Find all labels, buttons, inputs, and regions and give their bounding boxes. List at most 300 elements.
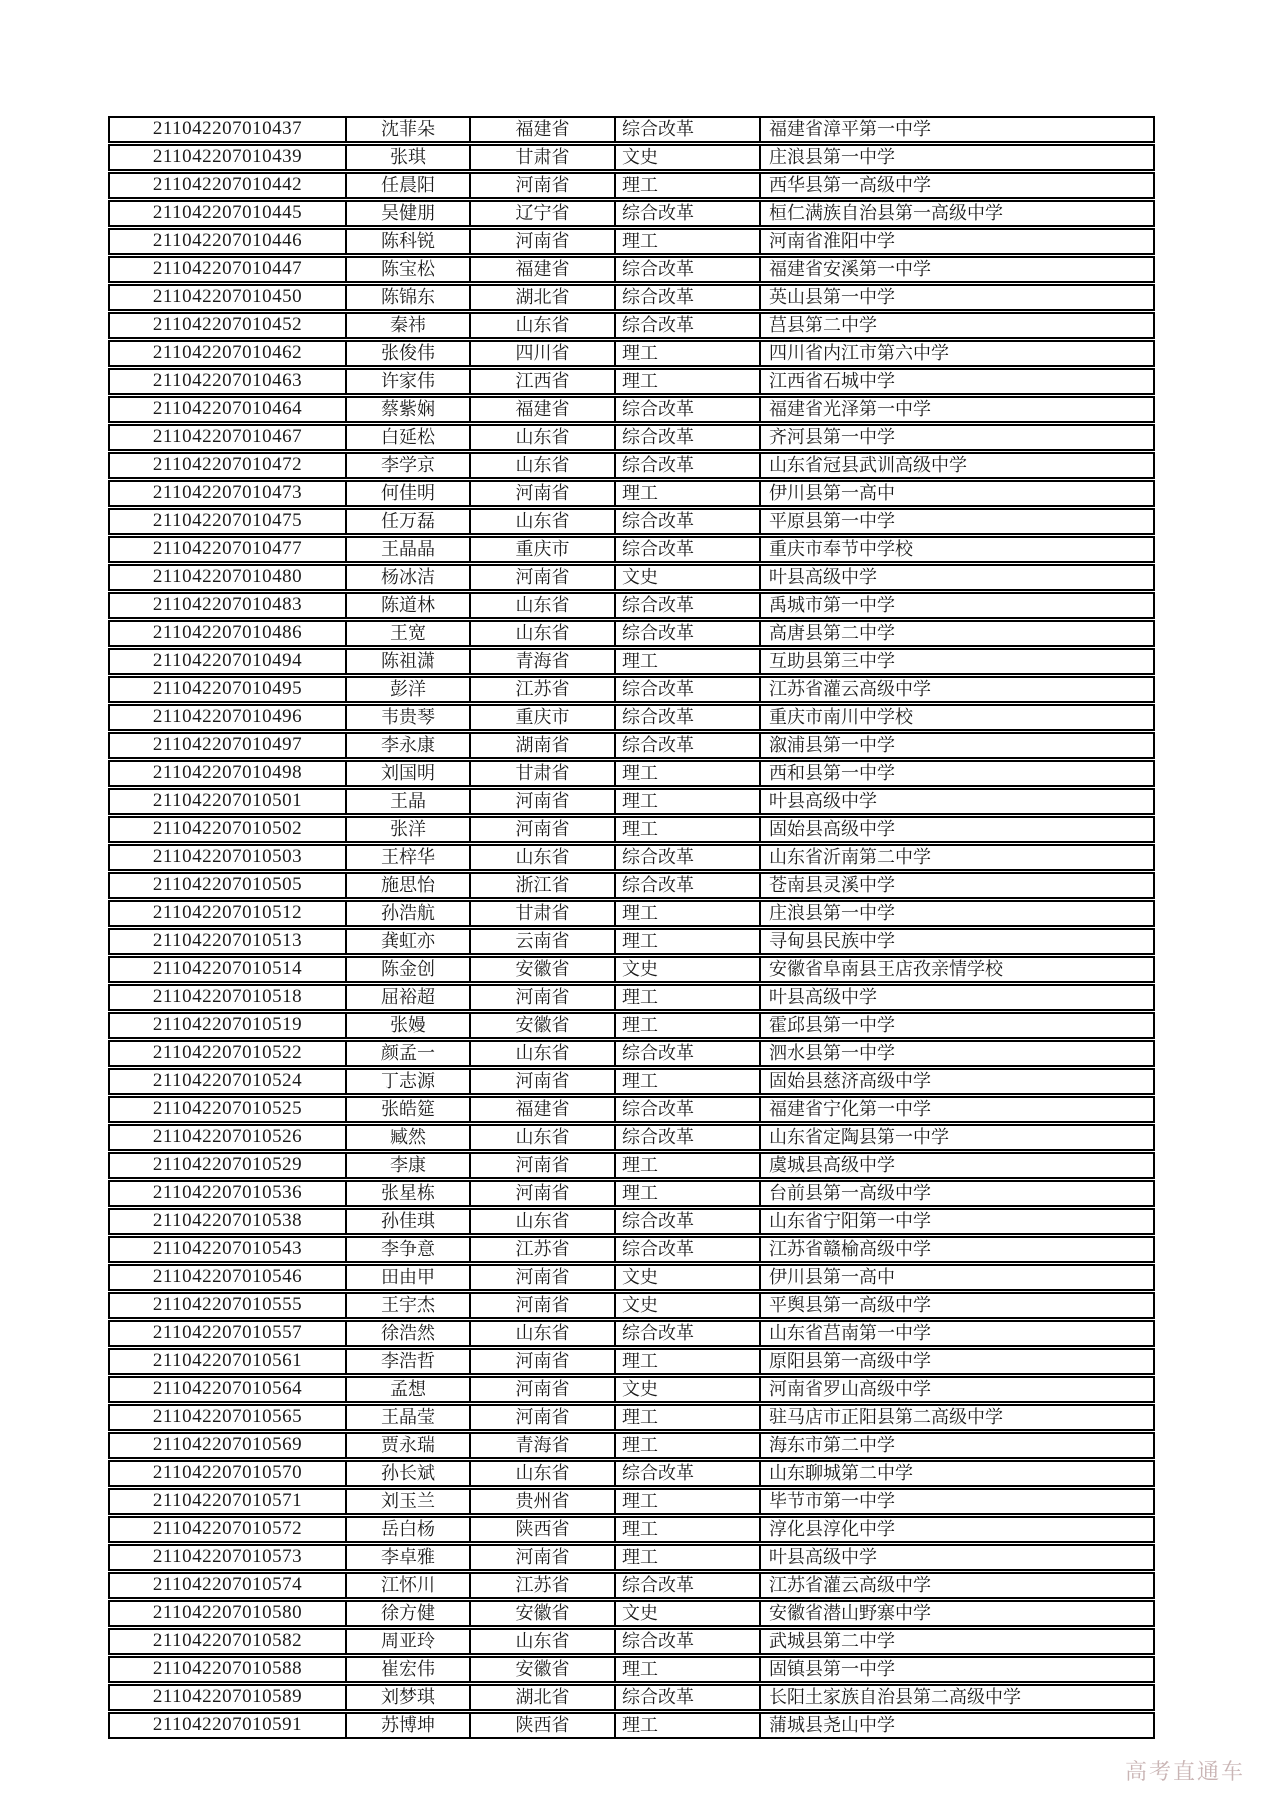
school-cell: 高唐县第二中学 (769, 623, 895, 643)
student-name-cell: 任万磊 (347, 510, 471, 533)
school-cell: 福建省安溪第一中学 (769, 259, 931, 279)
student-name-cell: 吴健朋 (347, 202, 471, 225)
table-row (108, 984, 1155, 1011)
table-row (108, 1488, 1155, 1515)
subject-category-cell: 综合改革 (616, 538, 761, 561)
province-cell: 河南省 (471, 566, 616, 589)
school-cell: 山东省沂南第二中学 (769, 847, 931, 867)
school-cell: 江西省石城中学 (769, 371, 895, 391)
school-cell: 英山县第一中学 (769, 287, 895, 307)
table-row (108, 508, 1155, 535)
table-row (108, 340, 1155, 367)
student-name-cell: 秦祎 (347, 314, 471, 337)
exam-id-cell: 211042207010529 (110, 1154, 347, 1177)
subject-category-cell: 理工 (616, 930, 761, 953)
student-name-cell: 王晶晶 (347, 538, 471, 561)
school-cell: 西华县第一高级中学 (769, 175, 931, 195)
exam-id-cell: 211042207010589 (110, 1686, 347, 1709)
exam-id-cell: 211042207010464 (110, 398, 347, 421)
subject-category-cell: 理工 (616, 174, 761, 197)
school-cell: 霍邱县第一中学 (769, 1015, 895, 1035)
subject-category-cell: 综合改革 (616, 118, 761, 141)
province-cell: 山东省 (471, 454, 616, 477)
subject-category-cell: 综合改革 (616, 202, 761, 225)
province-cell: 河南省 (471, 1406, 616, 1429)
exam-id-cell: 211042207010519 (110, 1014, 347, 1037)
subject-category-cell: 综合改革 (616, 426, 761, 449)
exam-id-cell: 211042207010536 (110, 1182, 347, 1205)
subject-category-cell: 综合改革 (616, 1462, 761, 1485)
table-row (108, 1348, 1155, 1375)
school-cell: 河南省罗山高级中学 (769, 1379, 931, 1399)
table-row (108, 900, 1155, 927)
province-cell: 山东省 (471, 510, 616, 533)
table-row (108, 1572, 1155, 1599)
province-cell: 山东省 (471, 1210, 616, 1233)
school-cell: 蒲城县尧山中学 (769, 1715, 895, 1735)
table-row (108, 1040, 1155, 1067)
exam-id-cell: 211042207010569 (110, 1434, 347, 1457)
student-name-cell: 王宽 (347, 622, 471, 645)
table-row (108, 1152, 1155, 1179)
table-row (108, 844, 1155, 871)
school-cell: 叶县高级中学 (769, 791, 877, 811)
subject-category-cell: 理工 (616, 650, 761, 673)
province-cell: 贵州省 (471, 1490, 616, 1513)
school-cell: 山东省莒南第一中学 (769, 1323, 931, 1343)
province-cell: 山东省 (471, 1042, 616, 1065)
subject-category-cell: 理工 (616, 1518, 761, 1541)
student-name-cell: 崔宏伟 (347, 1658, 471, 1681)
exam-id-cell: 211042207010496 (110, 706, 347, 729)
province-cell: 江苏省 (471, 678, 616, 701)
school-cell: 固始县慈济高级中学 (769, 1071, 931, 1091)
exam-id-cell: 211042207010561 (110, 1350, 347, 1373)
subject-category-cell: 文史 (616, 1266, 761, 1289)
student-name-cell: 苏博坤 (347, 1714, 471, 1737)
province-cell: 甘肃省 (471, 762, 616, 785)
province-cell: 重庆市 (471, 538, 616, 561)
table-row (108, 1628, 1155, 1655)
table-row (108, 1068, 1155, 1095)
student-name-cell: 张洋 (347, 818, 471, 841)
subject-category-cell: 文史 (616, 958, 761, 981)
province-cell: 山东省 (471, 1322, 616, 1345)
exam-id-cell: 211042207010463 (110, 370, 347, 393)
table-row (108, 1544, 1155, 1571)
table-row (108, 1712, 1155, 1739)
student-name-cell: 贾永瑞 (347, 1434, 471, 1457)
exam-id-cell: 211042207010446 (110, 230, 347, 253)
subject-category-cell: 综合改革 (616, 678, 761, 701)
student-name-cell: 孙长斌 (347, 1462, 471, 1485)
province-cell: 福建省 (471, 118, 616, 141)
subject-category-cell: 文史 (616, 1294, 761, 1317)
exam-id-cell: 211042207010555 (110, 1294, 347, 1317)
subject-category-cell: 理工 (616, 1154, 761, 1177)
exam-id-cell: 211042207010525 (110, 1098, 347, 1121)
school-cell: 固镇县第一中学 (769, 1659, 895, 1679)
table-row (108, 1208, 1155, 1235)
subject-category-cell: 理工 (616, 986, 761, 1009)
student-name-cell: 沈菲朵 (347, 118, 471, 141)
subject-category-cell: 综合改革 (616, 454, 761, 477)
subject-category-cell: 综合改革 (616, 874, 761, 897)
school-cell: 叶县高级中学 (769, 987, 877, 1007)
exam-id-cell: 211042207010503 (110, 846, 347, 869)
subject-category-cell: 理工 (616, 790, 761, 813)
subject-category-cell: 理工 (616, 902, 761, 925)
exam-id-cell: 211042207010452 (110, 314, 347, 337)
table-row (108, 676, 1155, 703)
school-cell: 四川省内江市第六中学 (769, 343, 949, 363)
student-name-cell: 龚虹亦 (347, 930, 471, 953)
table-row (108, 452, 1155, 479)
province-cell: 山东省 (471, 846, 616, 869)
province-cell: 江西省 (471, 370, 616, 393)
table-row (108, 1096, 1155, 1123)
student-name-cell: 陈金创 (347, 958, 471, 981)
table-row (108, 200, 1155, 227)
student-name-cell: 陈宝松 (347, 258, 471, 281)
student-name-cell: 张皓筵 (347, 1098, 471, 1121)
subject-category-cell: 理工 (616, 482, 761, 505)
student-name-cell: 岳白杨 (347, 1518, 471, 1541)
province-cell: 福建省 (471, 1098, 616, 1121)
student-name-cell: 孙浩航 (347, 902, 471, 925)
province-cell: 湖北省 (471, 286, 616, 309)
exam-id-cell: 211042207010447 (110, 258, 347, 281)
exam-id-cell: 211042207010588 (110, 1658, 347, 1681)
province-cell: 湖南省 (471, 734, 616, 757)
subject-category-cell: 理工 (616, 1658, 761, 1681)
student-name-cell: 许家伟 (347, 370, 471, 393)
exam-id-cell: 211042207010502 (110, 818, 347, 841)
exam-id-cell: 211042207010450 (110, 286, 347, 309)
table-row (108, 1600, 1155, 1627)
exam-id-cell: 211042207010524 (110, 1070, 347, 1093)
table-row (108, 424, 1155, 451)
province-cell: 河南省 (471, 1182, 616, 1205)
student-name-cell: 孟想 (347, 1378, 471, 1401)
province-cell: 山东省 (471, 314, 616, 337)
subject-category-cell: 理工 (616, 1182, 761, 1205)
subject-category-cell: 文史 (616, 1602, 761, 1625)
subject-category-cell: 综合改革 (616, 706, 761, 729)
subject-category-cell: 综合改革 (616, 1126, 761, 1149)
province-cell: 山东省 (471, 426, 616, 449)
province-cell: 河南省 (471, 1294, 616, 1317)
table-row (108, 648, 1155, 675)
school-cell: 庄浪县第一中学 (769, 147, 895, 167)
school-cell: 山东省宁阳第一中学 (769, 1211, 931, 1231)
exam-id-cell: 211042207010472 (110, 454, 347, 477)
subject-category-cell: 理工 (616, 370, 761, 393)
student-name-cell: 李浩哲 (347, 1350, 471, 1373)
school-cell: 平原县第一中学 (769, 511, 895, 531)
school-cell: 毕节市第一中学 (769, 1491, 895, 1511)
table-row (108, 1292, 1155, 1319)
exam-id-cell: 211042207010546 (110, 1266, 347, 1289)
student-name-cell: 李学京 (347, 454, 471, 477)
student-name-cell: 孙佳琪 (347, 1210, 471, 1233)
exam-id-cell: 211042207010462 (110, 342, 347, 365)
student-name-cell: 李卓雅 (347, 1546, 471, 1569)
student-name-cell: 张星栋 (347, 1182, 471, 1205)
province-cell: 河南省 (471, 1070, 616, 1093)
table-row (108, 368, 1155, 395)
exam-id-cell: 211042207010501 (110, 790, 347, 813)
subject-category-cell: 理工 (616, 1014, 761, 1037)
province-cell: 河南省 (471, 1266, 616, 1289)
table-row (108, 928, 1155, 955)
province-cell: 河南省 (471, 986, 616, 1009)
student-name-cell: 徐浩然 (347, 1322, 471, 1345)
subject-category-cell: 综合改革 (616, 1210, 761, 1233)
school-cell: 叶县高级中学 (769, 567, 877, 587)
student-table (108, 116, 1155, 1740)
exam-id-cell: 211042207010572 (110, 1518, 347, 1541)
table-row (108, 1320, 1155, 1347)
table-row (108, 788, 1155, 815)
subject-category-cell: 综合改革 (616, 1238, 761, 1261)
exam-id-cell: 211042207010582 (110, 1630, 347, 1653)
student-name-cell: 韦贵琴 (347, 706, 471, 729)
province-cell: 河南省 (471, 1546, 616, 1569)
school-cell: 山东省冠县武训高级中学 (769, 455, 967, 475)
school-cell: 山东聊城第二中学 (769, 1463, 913, 1483)
exam-id-cell: 211042207010445 (110, 202, 347, 225)
table-row (108, 1432, 1155, 1459)
province-cell: 山东省 (471, 622, 616, 645)
table-row (108, 1656, 1155, 1683)
table-row (108, 1124, 1155, 1151)
student-name-cell: 屈裕超 (347, 986, 471, 1009)
student-name-cell: 陈道林 (347, 594, 471, 617)
table-row (108, 732, 1155, 759)
table-row (108, 172, 1155, 199)
school-cell: 溆浦县第一中学 (769, 735, 895, 755)
school-cell: 庄浪县第一中学 (769, 903, 895, 923)
student-name-cell: 张琪 (347, 146, 471, 169)
table-row (108, 1404, 1155, 1431)
province-cell: 云南省 (471, 930, 616, 953)
province-cell: 浙江省 (471, 874, 616, 897)
table-row (108, 256, 1155, 283)
school-cell: 福建省光泽第一中学 (769, 399, 931, 419)
province-cell: 福建省 (471, 258, 616, 281)
student-name-cell: 白延松 (347, 426, 471, 449)
student-name-cell: 臧然 (347, 1126, 471, 1149)
table-row (108, 480, 1155, 507)
school-cell: 固始县高级中学 (769, 819, 895, 839)
exam-id-cell: 211042207010442 (110, 174, 347, 197)
exam-id-cell: 211042207010564 (110, 1378, 347, 1401)
school-cell: 平舆县第一高级中学 (769, 1295, 931, 1315)
student-name-cell: 刘国明 (347, 762, 471, 785)
student-name-cell: 陈科锐 (347, 230, 471, 253)
student-name-cell: 江怀川 (347, 1574, 471, 1597)
school-cell: 西和县第一中学 (769, 763, 895, 783)
school-cell: 海东市第二中学 (769, 1435, 895, 1455)
exam-id-cell: 211042207010494 (110, 650, 347, 673)
subject-category-cell: 综合改革 (616, 314, 761, 337)
province-cell: 陕西省 (471, 1518, 616, 1541)
exam-id-cell: 211042207010573 (110, 1546, 347, 1569)
school-cell: 淳化县淳化中学 (769, 1519, 895, 1539)
province-cell: 山东省 (471, 594, 616, 617)
student-name-cell: 蔡紫娴 (347, 398, 471, 421)
subject-category-cell: 综合改革 (616, 1322, 761, 1345)
subject-category-cell: 综合改革 (616, 594, 761, 617)
table-row (108, 704, 1155, 731)
school-cell: 长阳土家族自治县第二高级中学 (769, 1687, 1021, 1707)
subject-category-cell: 理工 (616, 1350, 761, 1373)
subject-category-cell: 综合改革 (616, 1042, 761, 1065)
school-cell: 驻马店市正阳县第二高级中学 (769, 1407, 1003, 1427)
subject-category-cell: 文史 (616, 1378, 761, 1401)
exam-id-cell: 211042207010505 (110, 874, 347, 897)
watermark-text: 高考直通车 (1124, 1759, 1245, 1784)
province-cell: 安徽省 (471, 1014, 616, 1037)
student-name-cell: 刘梦琪 (347, 1686, 471, 1709)
student-name-cell: 杨冰洁 (347, 566, 471, 589)
student-name-cell: 彭洋 (347, 678, 471, 701)
school-cell: 山东省定陶县第一中学 (769, 1127, 949, 1147)
exam-id-cell: 211042207010522 (110, 1042, 347, 1065)
student-name-cell: 丁志源 (347, 1070, 471, 1093)
province-cell: 甘肃省 (471, 902, 616, 925)
exam-id-cell: 211042207010513 (110, 930, 347, 953)
province-cell: 山东省 (471, 1126, 616, 1149)
table-row (108, 312, 1155, 339)
subject-category-cell: 综合改革 (616, 286, 761, 309)
subject-category-cell: 综合改革 (616, 258, 761, 281)
student-name-cell: 张嫚 (347, 1014, 471, 1037)
school-cell: 禹城市第一中学 (769, 595, 895, 615)
school-cell: 河南省淮阳中学 (769, 231, 895, 251)
subject-category-cell: 综合改革 (616, 846, 761, 869)
table-row (108, 592, 1155, 619)
table-row (108, 1516, 1155, 1543)
student-name-cell: 周亚玲 (347, 1630, 471, 1653)
province-cell: 河南省 (471, 790, 616, 813)
exam-id-cell: 211042207010437 (110, 118, 347, 141)
exam-id-cell: 211042207010473 (110, 482, 347, 505)
province-cell: 青海省 (471, 1434, 616, 1457)
student-name-cell: 徐方健 (347, 1602, 471, 1625)
table-row (108, 760, 1155, 787)
subject-category-cell: 理工 (616, 1070, 761, 1093)
subject-category-cell: 理工 (616, 1490, 761, 1513)
school-cell: 叶县高级中学 (769, 1547, 877, 1567)
student-name-cell: 施思怡 (347, 874, 471, 897)
exam-id-cell: 211042207010526 (110, 1126, 347, 1149)
student-name-cell: 陈锦东 (347, 286, 471, 309)
exam-id-cell: 211042207010467 (110, 426, 347, 449)
subject-category-cell: 综合改革 (616, 1630, 761, 1653)
school-cell: 莒县第二中学 (769, 315, 877, 335)
exam-id-cell: 211042207010475 (110, 510, 347, 533)
subject-category-cell: 综合改革 (616, 734, 761, 757)
table-row (108, 1684, 1155, 1711)
student-name-cell: 陈祖潇 (347, 650, 471, 673)
school-cell: 互助县第三中学 (769, 651, 895, 671)
school-cell: 安徽省潜山野寨中学 (769, 1603, 931, 1623)
subject-category-cell: 理工 (616, 1406, 761, 1429)
student-name-cell: 何佳明 (347, 482, 471, 505)
province-cell: 河南省 (471, 482, 616, 505)
school-cell: 安徽省阜南县王店孜亲情学校 (769, 959, 1003, 979)
exam-id-cell: 211042207010439 (110, 146, 347, 169)
school-cell: 武城县第二中学 (769, 1631, 895, 1651)
school-cell: 台前县第一高级中学 (769, 1183, 931, 1203)
province-cell: 福建省 (471, 398, 616, 421)
student-name-cell: 田由甲 (347, 1266, 471, 1289)
province-cell: 重庆市 (471, 706, 616, 729)
province-cell: 山东省 (471, 1630, 616, 1653)
school-cell: 桓仁满族自治县第一高级中学 (769, 203, 1003, 223)
table-row (108, 396, 1155, 423)
subject-category-cell: 综合改革 (616, 1098, 761, 1121)
table-row (108, 228, 1155, 255)
student-name-cell: 李康 (347, 1154, 471, 1177)
exam-id-cell: 211042207010477 (110, 538, 347, 561)
school-cell: 福建省漳平第一中学 (769, 119, 931, 139)
table-row (108, 284, 1155, 311)
student-name-cell: 李争意 (347, 1238, 471, 1261)
table-row (108, 816, 1155, 843)
student-name-cell: 王梓华 (347, 846, 471, 869)
province-cell: 河南省 (471, 818, 616, 841)
exam-id-cell: 211042207010480 (110, 566, 347, 589)
school-cell: 苍南县灵溪中学 (769, 875, 895, 895)
table-row (108, 116, 1155, 143)
table-row (108, 1236, 1155, 1263)
province-cell: 河南省 (471, 230, 616, 253)
subject-category-cell: 文史 (616, 566, 761, 589)
subject-category-cell: 综合改革 (616, 398, 761, 421)
exam-id-cell: 211042207010514 (110, 958, 347, 981)
subject-category-cell: 理工 (616, 1714, 761, 1737)
province-cell: 四川省 (471, 342, 616, 365)
exam-id-cell: 211042207010580 (110, 1602, 347, 1625)
table-row (108, 956, 1155, 983)
subject-category-cell: 理工 (616, 762, 761, 785)
school-cell: 齐河县第一中学 (769, 427, 895, 447)
exam-id-cell: 211042207010483 (110, 594, 347, 617)
subject-category-cell: 理工 (616, 342, 761, 365)
table-row (108, 1264, 1155, 1291)
subject-category-cell: 综合改革 (616, 1574, 761, 1597)
table-row (108, 536, 1155, 563)
exam-id-cell: 211042207010557 (110, 1322, 347, 1345)
subject-category-cell: 文史 (616, 146, 761, 169)
student-name-cell: 王宇杰 (347, 1294, 471, 1317)
school-cell: 重庆市南川中学校 (769, 707, 913, 727)
province-cell: 河南省 (471, 1378, 616, 1401)
school-cell: 江苏省灌云高级中学 (769, 1575, 931, 1595)
subject-category-cell: 理工 (616, 1434, 761, 1457)
exam-id-cell: 211042207010591 (110, 1714, 347, 1737)
province-cell: 河南省 (471, 174, 616, 197)
exam-id-cell: 211042207010574 (110, 1574, 347, 1597)
table-row (108, 1180, 1155, 1207)
province-cell: 江苏省 (471, 1574, 616, 1597)
exam-id-cell: 211042207010538 (110, 1210, 347, 1233)
table-row (108, 620, 1155, 647)
table-row (108, 144, 1155, 171)
